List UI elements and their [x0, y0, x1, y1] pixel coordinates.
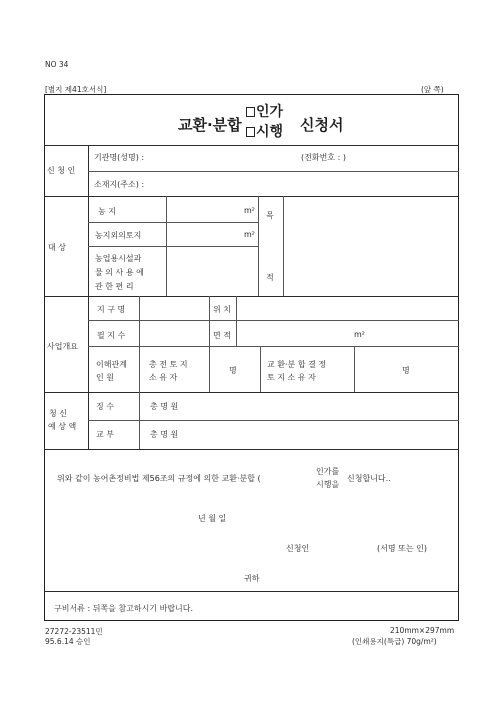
- nonfarm-label: 농지외의토지: [95, 231, 142, 240]
- rule-business-col5: [260, 346, 261, 392]
- rule-target-row1: [88, 222, 258, 223]
- footer-approval: 95.6.14 승인: [45, 637, 91, 646]
- rule-business-col2: [209, 296, 210, 346]
- agreed-label-1: 교 환·분 합 결 정: [267, 360, 327, 369]
- statement-recipient: 귀하: [244, 574, 260, 583]
- title-right: 신청서: [300, 116, 344, 134]
- rule-target-col3: [283, 196, 284, 296]
- rule-business-bottom: [44, 392, 459, 393]
- farmland-unit: m²: [244, 206, 255, 215]
- footer-code: 27272-23511민: [45, 627, 103, 636]
- applicant-section-label: 신 청 인: [47, 166, 76, 175]
- statement-text-after: 신청합니다..: [347, 474, 391, 483]
- parcels-label: 필 지 수: [97, 331, 126, 340]
- title-option-execution-text: 시행: [256, 124, 284, 140]
- location-label: 위 치: [213, 305, 231, 314]
- rule-fee-bottom: [44, 449, 459, 450]
- statement-date: 년 월 일: [198, 514, 227, 523]
- owners-label-2: 소 유 자: [149, 373, 178, 382]
- statement-option-2: 시행을: [316, 480, 340, 489]
- form-frame: [44, 94, 459, 621]
- title-option-approval: [246, 101, 283, 121]
- facility-label-2: 물 의 사 용 에: [95, 268, 144, 277]
- title-option-execution: [246, 121, 283, 141]
- stakeholder-label-1: 이해관계: [96, 360, 127, 369]
- facility-label-3: 관 한 편 리: [95, 282, 134, 291]
- address-label: 소재지(주소) :: [94, 180, 145, 189]
- statement-option-1: 인가를: [316, 467, 340, 476]
- nonfarm-unit: m²: [244, 230, 255, 239]
- collect-value: 총 명 원: [150, 402, 179, 411]
- statement-sign: (서명 또는 인): [377, 544, 427, 553]
- area-unit: m²: [354, 330, 365, 339]
- fee-section-label-1: 청 신: [49, 409, 67, 418]
- org-name-label: 기관명(성명) :: [94, 153, 145, 162]
- rule-target-row2: [88, 246, 258, 247]
- fee-section-label-2: 예 상 액: [48, 422, 77, 431]
- rule-business-col3: [236, 296, 237, 346]
- rule-target-col1: [166, 196, 167, 296]
- agreed-label-2: 토 지 소 유 자: [267, 373, 316, 382]
- facility-label-1: 농업용시설과: [95, 254, 142, 263]
- purpose-label-1: 목: [266, 211, 274, 220]
- rule-title-bottom: [44, 145, 459, 146]
- statement-text: 위와 같이 농어촌정비법 제56조의 규정에 의한 교환·분합 (: [57, 474, 261, 483]
- business-section-label: 사업개요: [47, 342, 78, 351]
- rule-fee-col1: [139, 392, 140, 449]
- owners-unit: 명: [229, 366, 237, 375]
- phone-label: (전화번호 : ): [301, 153, 346, 162]
- form-label: [별지 제41호서식]: [45, 85, 107, 94]
- rule-business-row1: [88, 320, 459, 321]
- rule-statement-bottom: [44, 591, 459, 592]
- rule-target-bottom: [44, 296, 459, 297]
- owners-label-1: 총 전 토 지: [149, 360, 188, 369]
- collect-label: 징 수: [96, 402, 114, 411]
- rule-section-divider: [88, 145, 89, 449]
- document-number: NO 34: [45, 60, 69, 69]
- district-label: 지 구 명: [97, 305, 126, 314]
- rule-business-col4: [209, 346, 210, 392]
- grant-value: 총 명 원: [150, 430, 179, 439]
- area-label: 면 적: [213, 331, 231, 340]
- purpose-label-2: 적: [266, 273, 274, 282]
- rule-fee-mid: [88, 420, 459, 421]
- checkbox-execution[interactable]: [246, 127, 255, 137]
- agreed-unit: 명: [402, 366, 410, 375]
- rule-applicant-mid: [88, 171, 459, 172]
- farmland-label: 농 지: [98, 207, 116, 216]
- statement-applicant: 신청인: [286, 544, 310, 553]
- front-label: (앞 쪽): [421, 85, 444, 94]
- rule-business-col6: [354, 346, 355, 392]
- rule-target-col2: [258, 196, 259, 296]
- rule-business-col1: [139, 296, 140, 392]
- footer-size: 210mm×297mm: [390, 626, 455, 635]
- target-section-label: 대 상: [48, 243, 66, 252]
- footer-paper: (인쇄용지(특급) 70g/m²): [352, 637, 437, 646]
- documents-note: 구비서류 : 뒤쪽을 참고하시기 바랍니다.: [54, 604, 194, 613]
- stakeholder-label-2: 인 원: [96, 373, 114, 382]
- title-option-approval-text: 인가: [256, 104, 284, 120]
- grant-label: 교 부: [96, 430, 114, 439]
- rule-applicant-bottom: [44, 196, 459, 197]
- checkbox-approval[interactable]: [246, 107, 255, 117]
- rule-business-row2: [88, 346, 459, 347]
- title-left: 교환·분합: [178, 116, 242, 134]
